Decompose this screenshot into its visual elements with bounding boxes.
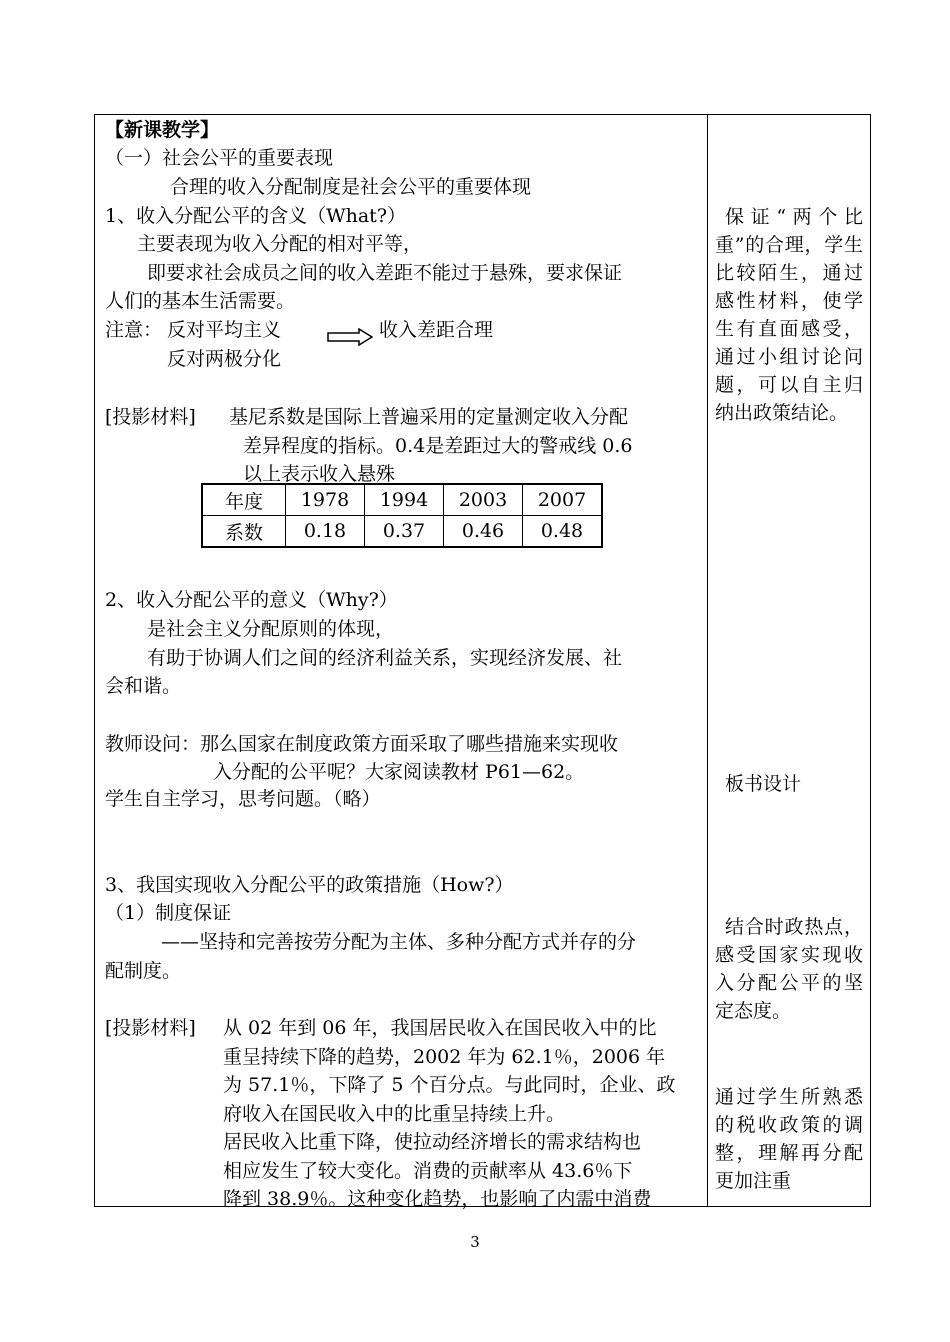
- projection-2-label: [投影材料]: [105, 1017, 196, 1039]
- projection-2-line: 相应发生了较大变化。消费的贡献率从 43.6％下: [223, 1160, 633, 1182]
- projection-2-line: 为 57.1％，下降了 5 个百分点。与此同时，企业、政: [223, 1074, 676, 1096]
- table-row: [202, 484, 602, 516]
- sidebar-note-3: 结合时政热点，感受国家实现收入分配公平的坚定态度。: [715, 916, 863, 1022]
- sidebar-note-1: 保证“两个比重”的合理，学生比较陌生，通过感性材料，使学生有直面感受，通过小组讨论问题，可以自主归纳出政策结论。: [715, 206, 863, 424]
- section-3-sub-1-line-1: ——坚持和完善按劳分配为主体、多种分配方式并存的分: [161, 931, 637, 953]
- section-2-line-3: 会和谐。: [105, 675, 182, 697]
- note-item-2: 反对两极分化: [167, 348, 282, 370]
- point-1-line-3: 人们的基本生活需要。: [105, 290, 296, 312]
- section-2-line-1: 是社会主义分配原则的体现，: [147, 618, 395, 640]
- section-1-heading: （一）社会公平的重要表现: [105, 147, 334, 169]
- right-arrow-icon: [327, 328, 373, 346]
- note-item-1: 反对平均主义: [167, 319, 282, 341]
- projection-1-line-3: 以上表示收入悬殊: [243, 463, 396, 485]
- table-cell: 2003: [444, 484, 523, 516]
- projection-2-line: 从 02 年到 06 年，我国居民收入在国民收入中的比: [223, 1017, 657, 1039]
- projection-2-line: 府收入在国民收入中的比重呈持续上升。: [223, 1103, 566, 1125]
- note-label: 注意：: [105, 319, 163, 341]
- projection-1-label: [投影材料]: [105, 406, 196, 428]
- section-3-sub-1-line-2: 配制度。: [105, 960, 182, 982]
- lesson-table: [94, 114, 871, 1210]
- projection-1-line-1: 基尼系数是国际上普遍采用的定量测定收入分配: [229, 406, 629, 428]
- table-cell: 2007: [523, 484, 603, 516]
- projection-2-line: 重呈持续下降的趋势，2002 年为 62.1％，2006 年: [223, 1046, 666, 1068]
- gini-coefficient-table: [201, 483, 603, 548]
- section-2-title: 2、收入分配公平的意义（Why?）: [105, 589, 398, 611]
- table-cell: 1978: [286, 484, 365, 516]
- table-cell: 1994: [365, 484, 444, 516]
- sidebar-note-4: 通过学生所熟悉的税收政策的调整，理解再分配更加注重: [715, 1086, 863, 1192]
- new-lesson-header: 【新课教学】: [105, 119, 220, 141]
- teacher-question-line-1: 教师设问：那么国家在制度政策方面采取了哪些措施来实现收: [105, 733, 619, 755]
- table-row: [202, 516, 602, 548]
- point-1-line-2: 即要求社会成员之间的收入差距不能过于悬殊，要求保证: [147, 262, 623, 284]
- table-cell: 年度: [202, 484, 286, 516]
- table-cell: 0.48: [523, 516, 603, 548]
- note-result: 收入差距合理: [379, 319, 494, 341]
- projection-2-line: 降到 38.9％。这种变化趋势，也影响了内需中消费: [223, 1188, 652, 1210]
- point-1-line-1: 主要表现为收入分配的相对平等，: [137, 233, 423, 255]
- sidebar-note-2: 板书设计: [725, 773, 802, 795]
- student-activity-line: 学生自主学习，思考问题。（略）: [105, 788, 381, 810]
- projection-2-line: 居民收入比重下降，使拉动经济增长的需求结构也: [223, 1131, 642, 1153]
- section-3-title: 3、我国实现收入分配公平的政策措施（How?）: [105, 874, 514, 896]
- table-cell: 系数: [202, 516, 286, 548]
- table-cell: 0.46: [444, 516, 523, 548]
- table-cell: 0.37: [365, 516, 444, 548]
- page-number: 3: [470, 1233, 480, 1251]
- section-1-subheading: 合理的收入分配制度是社会公平的重要体现: [170, 176, 532, 198]
- section-2-line-2: 有助于协调人们之间的经济利益关系，实现经济发展、社: [147, 647, 623, 669]
- projection-1-line-2: 差异程度的指标。0.4是差距过大的警戒线 0.6: [243, 435, 633, 457]
- point-1-title: 1、收入分配公平的含义（What?）: [105, 205, 407, 227]
- section-3-sub-1: （1）制度保证: [105, 902, 232, 924]
- teacher-question-line-2: 入分配的公平呢？大家阅读教材 P61—62。: [213, 761, 585, 783]
- column-divider: [707, 115, 708, 1206]
- table-cell: 0.18: [286, 516, 365, 548]
